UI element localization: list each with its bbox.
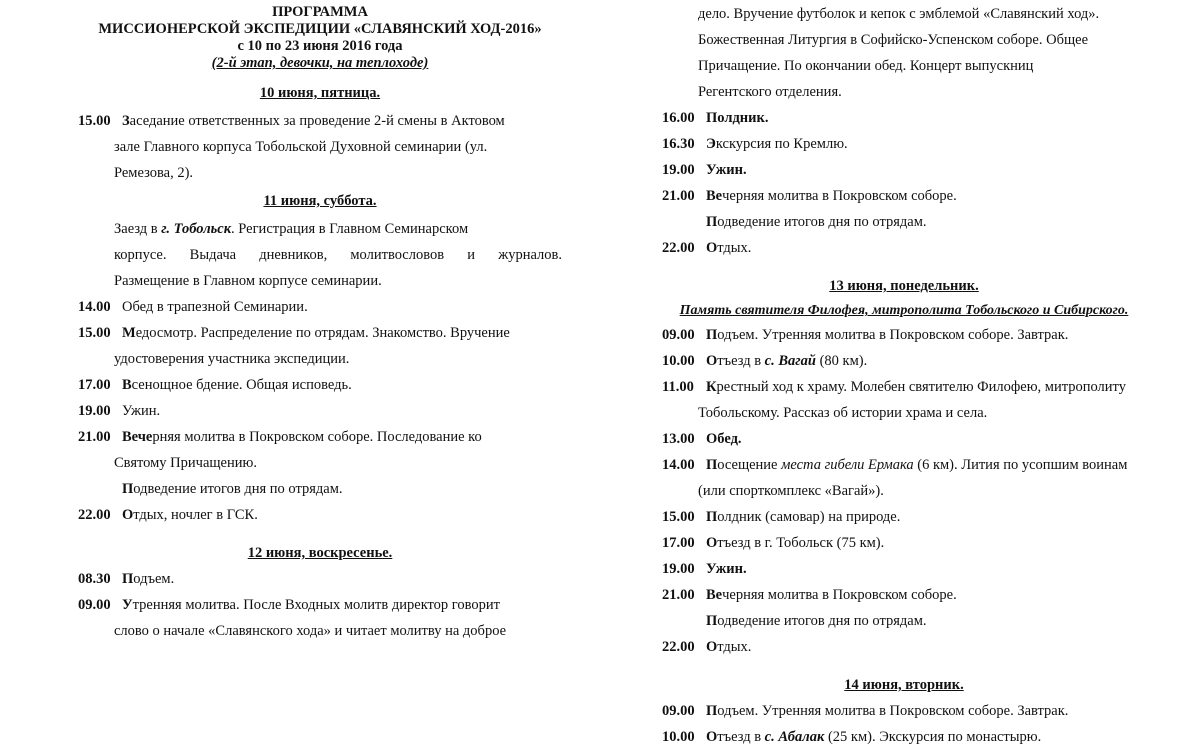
- title-line-2: МИССИОНЕРСКОЙ ЭКСПЕДИЦИИ «СЛАВЯНСКИЙ ХОД-2016»: [98, 21, 542, 37]
- entry-time: 19.00: [662, 561, 695, 577]
- program-title: [78, 4, 562, 72]
- day-heading-june-12: 12 июня, воскресенье.: [247, 545, 393, 561]
- entry-text: Вечерняя молитва в Покровском соборе.: [706, 587, 957, 603]
- entry-text: Отдых.: [706, 240, 752, 256]
- entry-time: 09.00: [662, 703, 695, 719]
- entry-text: Подъем. Утренняя молитва в Покровском соборе. Завтрак.: [706, 327, 1069, 343]
- entry-time: 21.00: [662, 188, 695, 204]
- day-heading-june-13: 13 июня, понедельник.: [829, 278, 979, 294]
- entry-continuation: зале Главного корпуса Тобольской Духовной семинарии (ул.: [114, 139, 488, 155]
- entry-time: 14.00: [78, 299, 111, 315]
- entry-text: Отъезд в с. Абалак (25 км). Экскурсия по монастырю.: [706, 729, 1042, 745]
- entry-continuation: дело. Вручение футболок и кепок с эмблемой «Славянский ход».: [698, 6, 1100, 22]
- schedule-entry: [78, 566, 562, 592]
- schedule-entry: [78, 372, 562, 398]
- schedule-entry: [662, 105, 1146, 131]
- entry-continuation: удостоверения участника экспедиции.: [114, 351, 350, 367]
- entry-time: 14.00: [662, 457, 695, 473]
- commemoration-note: Память святителя Филофея, митрополита Тобольского и Сибирского.: [679, 303, 1129, 318]
- entry-time: 15.00: [662, 509, 695, 525]
- schedule-entry: [662, 131, 1146, 157]
- entry-time: 15.00: [78, 325, 111, 341]
- entry-continuation: (или спорткомплекс «Вагай»).: [698, 483, 884, 499]
- schedule-entry: [662, 582, 1146, 608]
- title-line-3: с 10 по 23 июня 2016 года: [237, 38, 403, 54]
- entry-time: 15.00: [78, 113, 111, 129]
- summary-note: Подведение итогов дня по отрядам.: [122, 481, 343, 497]
- schedule-entry: [662, 322, 1146, 348]
- entry-continuation: корпусе. Выдача дневников, молитвословов и журналов.: [114, 247, 562, 263]
- entry-text: Подъем.: [122, 571, 175, 587]
- entry-text: Отъезд в г. Тобольск (75 км).: [706, 535, 885, 551]
- left-page: [78, 0, 562, 756]
- entry-text: Обед в трапезной Семинарии.: [122, 299, 308, 315]
- entry-text: Отдых.: [706, 639, 752, 655]
- entry-time: 22.00: [662, 639, 695, 655]
- schedule-entry: [662, 374, 1146, 400]
- schedule-entry: [78, 320, 562, 346]
- schedule-entry: [662, 724, 1146, 750]
- entry-text: Утренняя молитва. После Входных молитв директор говорит: [122, 597, 500, 613]
- schedule-entry: [662, 348, 1146, 374]
- day-heading-june-14: 14 июня, вторник.: [844, 677, 964, 693]
- entry-continuation: Регентского отделения.: [698, 84, 842, 100]
- schedule-entry: [662, 157, 1146, 183]
- schedule-entry: [662, 698, 1146, 724]
- entry-text: Подъем. Утренняя молитва в Покровском соборе. Завтрак.: [706, 703, 1069, 719]
- schedule-entry: [662, 556, 1146, 582]
- entry-time: 11.00: [662, 379, 694, 395]
- schedule-entry: [78, 424, 562, 450]
- entry-time: 19.00: [78, 403, 111, 419]
- entry-text: Полдник (самовар) на природе.: [706, 509, 901, 525]
- entry-time: 10.00: [662, 353, 695, 369]
- summary-note: Подведение итогов дня по отрядам.: [706, 613, 927, 629]
- day-heading-june-10: 10 июня, пятница.: [259, 85, 381, 101]
- arrival-entry: Заезд в г. Тобольск. Регистрация в Главном Семинарском: [114, 221, 469, 237]
- entry-text: Всенощное бдение. Общая исповедь.: [122, 377, 352, 393]
- right-page: [662, 0, 1146, 756]
- entry-text: Отъезд в с. Вагай (80 км).: [706, 353, 868, 369]
- entry-text: Вечерняя молитва в Покровском соборе. Последование ко: [122, 429, 482, 445]
- entry-text: Полдник.: [706, 110, 769, 126]
- entry-time: 16.00: [662, 110, 695, 126]
- entry-text: Отдых, ночлег в ГСК.: [122, 507, 258, 523]
- schedule-entry: [662, 634, 1146, 660]
- entry-continuation: Тобольскому. Рассказ об истории храма и села.: [698, 405, 988, 421]
- entry-text: Заседание ответственных за проведение 2-й смены в Актовом: [122, 113, 505, 129]
- entry-text: Ужин.: [122, 403, 161, 419]
- entry-time: 22.00: [662, 240, 695, 256]
- entry-continuation: Святому Причащению.: [114, 455, 257, 471]
- schedule-entry: [78, 398, 562, 424]
- schedule-entry: [78, 294, 562, 320]
- entry-continuation: слово о начале «Славянского хода» и читает молитву на доброе: [114, 623, 507, 639]
- schedule-entry: [662, 183, 1146, 209]
- entry-time: 21.00: [662, 587, 695, 603]
- schedule-entry: [78, 108, 562, 134]
- schedule-entry: [662, 426, 1146, 452]
- entry-text: Ужин.: [706, 162, 747, 178]
- entry-text: Крестный ход к храму. Молебен святителю Филофею, митрополиту: [706, 379, 1126, 395]
- entry-time: 19.00: [662, 162, 695, 178]
- entry-text: Обед.: [706, 431, 742, 447]
- entry-continuation: Причащение. По окончании обед. Концерт выпускниц: [698, 58, 1034, 74]
- entry-time: 17.00: [662, 535, 695, 551]
- schedule-entry: [662, 235, 1146, 261]
- entry-time: 16.30: [662, 136, 695, 152]
- entry-time: 22.00: [78, 507, 111, 523]
- entry-text: Вечерняя молитва в Покровском соборе.: [706, 188, 957, 204]
- entry-text: Посещение места гибели Ермака (6 км). Лития по усопшим воинам: [706, 457, 1128, 473]
- day-heading-june-11: 11 июня, суббота.: [263, 193, 377, 209]
- entry-continuation: Ремезова, 2).: [114, 165, 194, 181]
- entry-time: 21.00: [78, 429, 111, 445]
- entry-continuation: Размещение в Главном корпусе семинарии.: [114, 273, 382, 289]
- entry-time: 09.00: [662, 327, 695, 343]
- entry-text: Ужин.: [706, 561, 747, 577]
- summary-note: Подведение итогов дня по отрядам.: [706, 214, 927, 230]
- entry-text: Медосмотр. Распределение по отрядам. Знакомство. Вручение: [122, 325, 510, 341]
- entry-time: 17.00: [78, 377, 111, 393]
- schedule-entry: [662, 530, 1146, 556]
- entry-time: 08.30: [78, 571, 111, 587]
- entry-continuation: Божественная Литургия в Софийско-Успенском соборе. Общее: [698, 32, 1088, 48]
- entry-text: Экскурсия по Кремлю.: [706, 136, 848, 152]
- schedule-entry: [78, 592, 562, 618]
- entry-time: 13.00: [662, 431, 695, 447]
- schedule-entry: [662, 504, 1146, 530]
- schedule-entry: [78, 502, 562, 528]
- entry-time: 10.00: [662, 729, 695, 745]
- entry-time: 09.00: [78, 597, 111, 613]
- title-line-1: ПРОГРАММА: [272, 4, 368, 20]
- title-line-4: (2-й этап, девочки, на теплоходе): [211, 55, 429, 71]
- schedule-entry: [662, 452, 1146, 478]
